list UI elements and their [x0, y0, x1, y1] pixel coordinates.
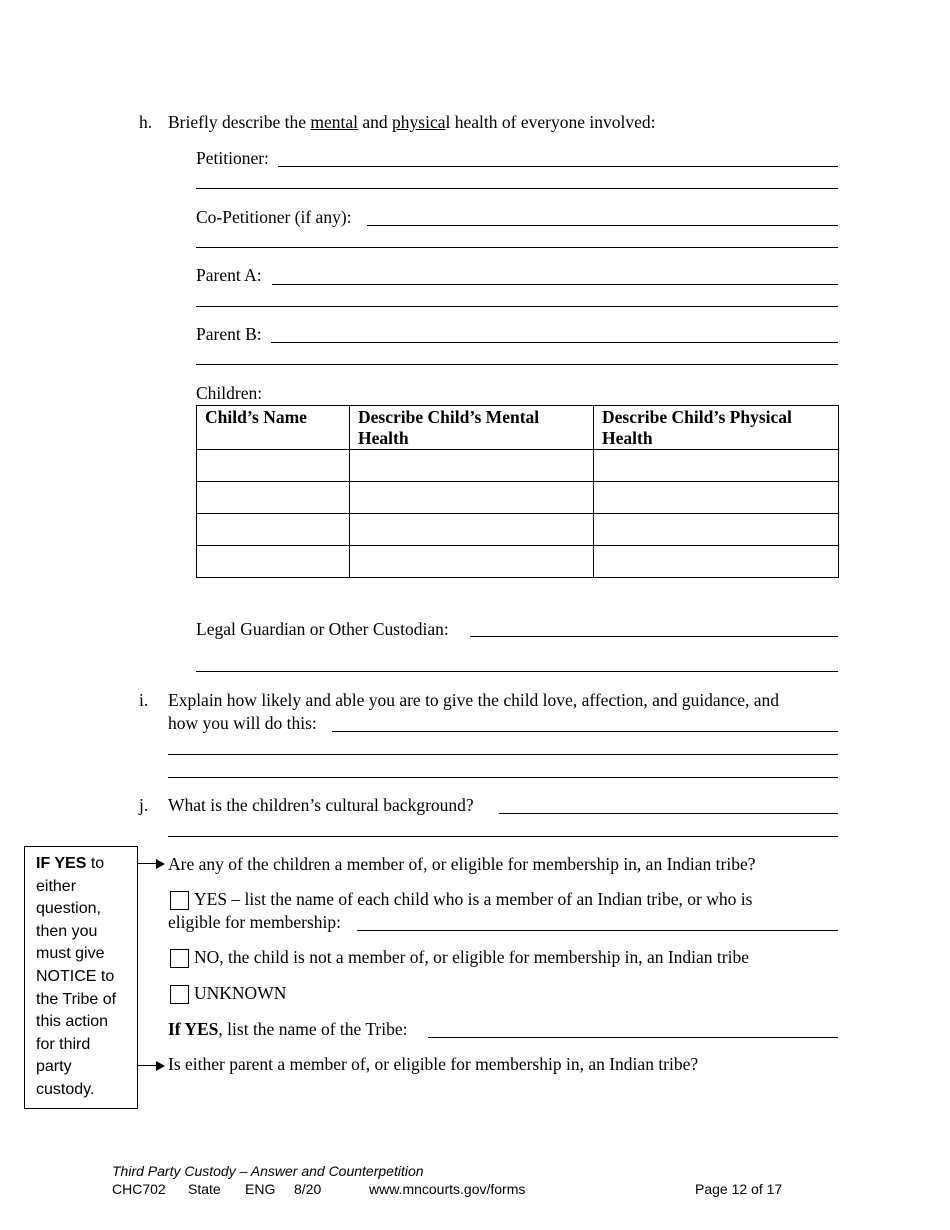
notice-line: to	[86, 855, 105, 872]
cultural-background-field-line2[interactable]	[168, 836, 838, 837]
footer-language: ENG	[245, 1181, 276, 1197]
header-physical-health: Describe Child’s Physical Health	[594, 406, 839, 450]
table-cell[interactable]	[350, 514, 594, 546]
arrow-line-top	[138, 863, 158, 864]
table-cell[interactable]	[350, 482, 594, 514]
table-cell[interactable]	[594, 482, 839, 514]
table-row	[197, 546, 839, 578]
if-yes-rest: , list the name of the Tribe:	[218, 1019, 408, 1039]
arrow-line-bottom	[138, 1065, 158, 1066]
copetitioner-field[interactable]	[367, 225, 838, 226]
footer-page-number: Page 12 of 17	[695, 1181, 783, 1197]
love-guidance-field-line2[interactable]	[168, 754, 838, 755]
parent-a-label: Parent A:	[196, 265, 262, 285]
table-cell[interactable]	[197, 514, 350, 546]
footer-url[interactable]: www.mncourts.gov/forms	[369, 1181, 526, 1197]
yes-option-line2: eligible for membership:	[168, 912, 342, 932]
table-row	[197, 482, 839, 514]
table-header-row	[197, 406, 839, 450]
prompt-and: and	[358, 112, 393, 132]
petitioner-label: Petitioner:	[196, 148, 269, 168]
section-i-prompt-line1: Explain how likely and able you are to give the child love, affection, and guidance, and	[168, 690, 780, 710]
section-i-marker: i.	[139, 690, 149, 710]
header-mental-health: Describe Child’s Mental Health	[350, 406, 594, 450]
no-option-label: NO, the child is not a member of, or eligible for membership in, an Indian tribe	[194, 947, 749, 967]
arrow-right-icon	[156, 1061, 165, 1071]
notice-line: the Tribe of	[36, 990, 117, 1008]
footer-title: Third Party Custody – Answer and Counterpetition	[112, 1163, 424, 1179]
notice-line: for third	[36, 1035, 91, 1053]
guardian-label: Legal Guardian or Other Custodian:	[196, 619, 449, 639]
guardian-field[interactable]	[470, 636, 838, 637]
petitioner-field[interactable]	[278, 166, 838, 167]
notice-line: must give	[36, 945, 105, 963]
parent-a-field-line2[interactable]	[196, 306, 838, 307]
guardian-field-line2[interactable]	[196, 671, 838, 672]
notice-line: NOTICE to	[36, 967, 115, 985]
section-j-marker: j.	[139, 795, 149, 815]
love-guidance-field-line3[interactable]	[168, 777, 838, 778]
section-h-marker: h.	[139, 112, 153, 132]
yes-option-line1: YES – list the name of each child who is a member of an Indian tribe, or who is	[194, 889, 753, 909]
footer-form-code: CHC702	[112, 1181, 166, 1197]
if-yes-bold: If YES	[168, 1019, 219, 1039]
tribe-name-label	[168, 1019, 408, 1040]
parent-b-field[interactable]	[271, 342, 838, 343]
unknown-checkbox[interactable]	[170, 985, 189, 1004]
parent-a-field[interactable]	[272, 284, 838, 285]
no-checkbox[interactable]	[170, 949, 189, 968]
table-cell[interactable]	[197, 482, 350, 514]
table-row	[197, 450, 839, 482]
notice-line: then you	[36, 922, 98, 940]
prompt-text: Briefly describe the	[168, 112, 311, 132]
table-row	[197, 514, 839, 546]
word-mental: mental	[310, 112, 359, 132]
notice-line: party	[36, 1058, 72, 1076]
table-cell[interactable]	[594, 450, 839, 482]
prompt-rest: l health of everyone involved:	[445, 112, 656, 132]
section-i-prompt-line2: how you will do this:	[168, 713, 317, 733]
copetitioner-field-line2[interactable]	[196, 247, 838, 248]
table-cell[interactable]	[594, 514, 839, 546]
parent-tribe-question: Is either parent a member of, or eligible for membership in, an Indian tribe?	[168, 1054, 699, 1074]
notice-sidebar	[24, 846, 138, 1109]
copetitioner-label: Co-Petitioner (if any):	[196, 207, 352, 227]
table-cell[interactable]	[197, 450, 350, 482]
cultural-background-label: What is the children’s cultural background?	[168, 795, 474, 815]
header-childs-name: Child’s Name	[197, 406, 350, 450]
notice-line: custody.	[36, 1080, 95, 1098]
arrow-right-icon	[156, 859, 165, 869]
children-label: Children:	[196, 383, 263, 403]
parent-b-label: Parent B:	[196, 324, 262, 344]
parent-b-field-line2[interactable]	[196, 364, 838, 365]
tribe-name-field[interactable]	[428, 1037, 838, 1038]
notice-bold: IF YES	[36, 855, 87, 872]
petitioner-field-line2[interactable]	[196, 188, 838, 189]
unknown-option-label: UNKNOWN	[194, 983, 287, 1003]
table-cell[interactable]	[350, 546, 594, 578]
notice-line: either	[36, 877, 77, 895]
notice-line: this action	[36, 1013, 109, 1031]
table-cell[interactable]	[197, 546, 350, 578]
table-cell[interactable]	[350, 450, 594, 482]
children-table	[196, 405, 839, 578]
cultural-background-field[interactable]	[499, 813, 838, 814]
yes-checkbox[interactable]	[170, 891, 189, 910]
footer-date: 8/20	[294, 1181, 322, 1197]
tribe-members-field[interactable]	[357, 930, 838, 931]
footer-jurisdiction: State	[188, 1181, 221, 1197]
children-tribe-question: Are any of the children a member of, or eligible for membership in, an Indian tribe?	[168, 854, 756, 874]
notice-line: question,	[36, 900, 101, 918]
section-h-prompt	[168, 112, 655, 133]
table-cell[interactable]	[594, 546, 839, 578]
love-guidance-field[interactable]	[332, 731, 838, 732]
word-physical: physica	[392, 112, 446, 132]
